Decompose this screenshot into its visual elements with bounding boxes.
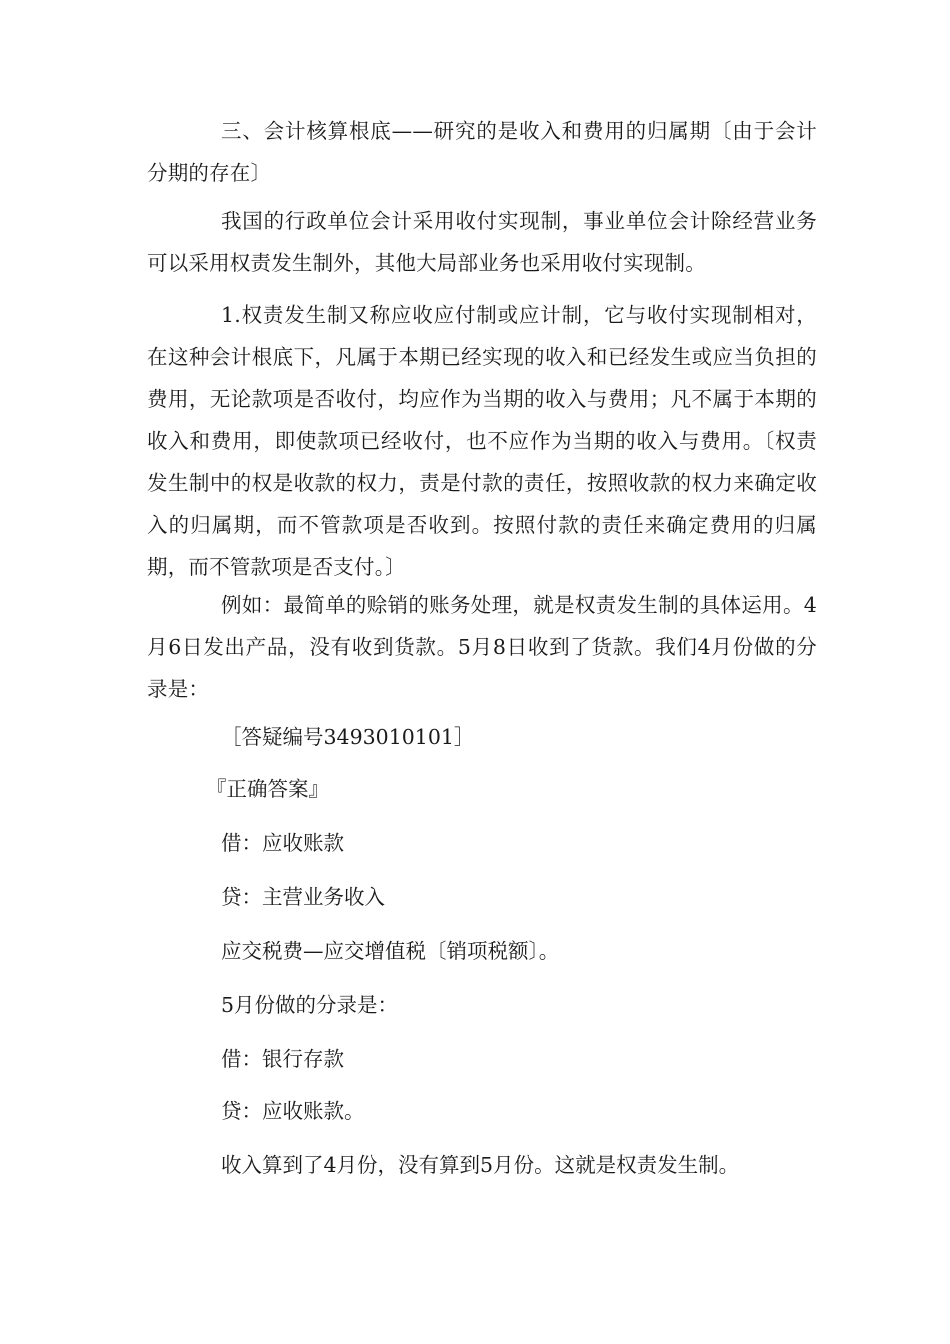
intro-paragraph: 我国的行政单位会计采用收付实现制，事业单位会计除经营业务可以采用权责发生制外，其他大局部业务也采用收付实现制。 (147, 209, 817, 275)
question-id: ［答疑编号3493010101］ (221, 725, 475, 749)
accrual-definition-paragraph: 1.权责发生制又称应收应付制或应计制，它与收付实现制相对，在这种会计根底下，凡属于本期已经实现的收入和已经发生或应当负担的费用，无论款项是否收付，均应作为当期的收入与费用；凡不属于本期的收入和费用，即使款项已经收付，也不应作为当期的收入与费用。〔权责发生制中的权是收款的权力，责是付款的责任，按照收款的权力来确定收入的归属期，而不管款项是否收到。按照付款的责任来确定费用的归属期，而不管款项是否支付。〕 (147, 303, 817, 579)
entry2-debit-line: 借：银行存款 (221, 1047, 344, 1071)
entry1-tax-line: 应交税费—应交增值税〔销项税额〕。 (221, 939, 560, 963)
example-paragraph: 例如：最简单的赊销的账务处理，就是权责发生制的具体运用。4月6日发出产品，没有收到货款。5月8日收到了货款。我们4月份做的分录是： (147, 593, 817, 701)
entry2-credit-line: 贷：应收账款。 (221, 1099, 365, 1123)
section-heading-paragraph: 三、会计核算根底——研究的是收入和费用的归属期〔由于会计分期的存在〕 (147, 119, 817, 185)
entry1-credit-line: 贷：主营业务收入 (221, 885, 385, 909)
entry1-debit-line: 借：应收账款 (221, 831, 344, 855)
conclusion-line: 收入算到了4月份，没有算到5月份。这就是权责发生制。 (221, 1153, 740, 1177)
may-entry-intro: 5月份做的分录是： (221, 993, 399, 1017)
answer-label: 『正确答案』 (206, 777, 329, 801)
